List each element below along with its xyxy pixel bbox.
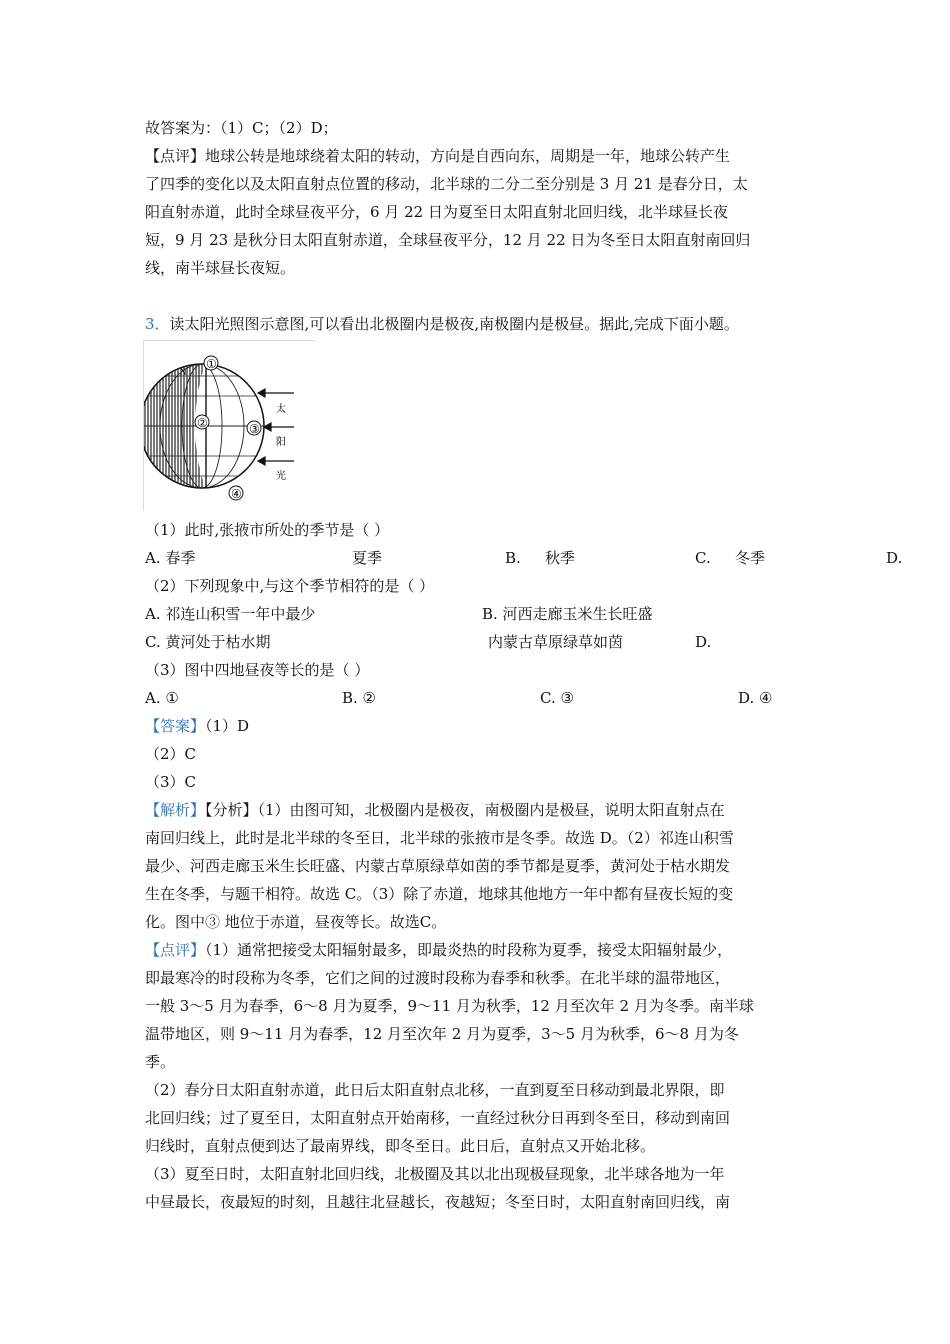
answer-2: （2）C	[145, 745, 197, 763]
marker-4: ④	[231, 487, 242, 501]
comment-line-7: 北回归线；过了夏至日，太阳直射点开始南移，一直经过秋分日再到冬至日，移动到南回	[145, 1109, 731, 1127]
option-2c[interactable]: C. 黄河处于枯水期	[145, 633, 271, 651]
answer-1: （1）D	[205, 717, 250, 735]
text-line: 了四季的变化以及太阳直射点位置的移动，北半球的二分二至分别是 3 月 21 是春分日，太	[145, 175, 748, 193]
text-line: 阳直射赤道，此时全球昼夜平分，6 月 22 日为夏至日太阳直射北回归线，北半球昼长夜	[145, 203, 728, 221]
sub-question-1: （1）此时,张掖市所处的季节是（ ）	[145, 521, 390, 539]
answer-line: 故答案为：（1）C；（2）D；	[145, 119, 338, 137]
option-2d-text: 内蒙古草原绿草如茵	[488, 633, 624, 651]
question-3	[145, 314, 739, 334]
sub-question-3: （3）图中四地昼夜等长的是（ ）	[145, 661, 370, 679]
comment-tag: 【点评】	[145, 941, 206, 959]
analysis-line-1: 【分析】（1）由图可知，北极圈内是极夜，南极圈内是极昼，说明太阳直射点在	[205, 801, 725, 819]
option-3b[interactable]: B. ②	[342, 689, 377, 707]
marker-2: ②	[197, 416, 208, 430]
option-2d[interactable]: D.	[695, 633, 712, 651]
review-paragraph-1	[145, 146, 730, 166]
answer-3: （3）C	[145, 773, 197, 791]
sub-question-2: （2）下列现象中,与这个季节相符的是（ ）	[145, 577, 435, 595]
analysis-block	[145, 800, 725, 820]
option-1c[interactable]: C.	[695, 549, 711, 567]
question-text: 读太阳光照图示意图,可以看出北极圈内是极夜,南极圈内是极昼。据此,完成下面小题。	[169, 315, 739, 333]
analysis-line-4: 生在冬季，与题干相符。故选 C。（3）除了赤道，地球其他地方一年中都有昼夜长短的变	[145, 885, 734, 903]
option-2a[interactable]: A. 祁连山积雪一年中最少	[145, 605, 316, 623]
comment-line-1: （1）通常把接受太阳辐射最多，即最炎热的时段称为夏季，接受太阳辐射最少，	[205, 941, 733, 959]
review-tag: 【点评】	[145, 147, 206, 165]
comment-line-6: （2）春分日太阳直射赤道，此日后太阳直射点北移，一直到夏至日移动到最北界限，即	[145, 1081, 725, 1099]
sunlight-label-1: 太	[276, 404, 286, 415]
review-text: 地球公转是地球绕着太阳的转动，方向是自西向东，周期是一年，地球公转产生	[205, 147, 731, 165]
comment-line-9: （3）夏至日时，太阳直射北回归线，北极圈及其以北出现极昼现象，北半球各地为一年	[145, 1165, 725, 1183]
option-1d-text: 冬季	[735, 549, 766, 567]
comment-line-4: 温带地区，则 9～11 月为春季，12 月至次年 2 月为夏季，3～5 月为秋季，6～8 月为冬	[145, 1025, 739, 1043]
option-1d[interactable]: D.	[886, 549, 903, 567]
option-3a[interactable]: A. ①	[145, 689, 179, 707]
text-line: 短，9 月 23 是秋分日太阳直射赤道，全球昼夜平分，12 月 22 日为冬至日太阳直射南回归	[145, 231, 751, 249]
analysis-line-2: 南回归线上，此时是北半球的冬至日，北半球的张掖市是冬季。故选 D。（2）祁连山积雪	[145, 829, 734, 847]
sunlight-label-3: 光	[276, 471, 286, 482]
comment-block	[145, 940, 732, 960]
option-1b-text: 夏季	[352, 549, 383, 567]
analysis-tag: 【解析】	[145, 801, 206, 819]
comment-line-3: 一般 3～5 月为春季，6～8 月为夏季，9～11 月为秋季，12 月至次年 2 月为冬季。南半球	[145, 997, 754, 1015]
option-1a[interactable]: A. 春季	[145, 549, 196, 567]
comment-line-10: 中昼最长，夜最短的时刻，且越往北昼越长，夜越短；冬至日时，太阳直射南回归线，南	[145, 1193, 731, 1211]
analysis-line-5: 化。图中③ 地位于赤道，昼夜等长。故选C。	[145, 913, 447, 931]
option-3d[interactable]: D. ④	[738, 689, 773, 707]
marker-1: ①	[206, 357, 217, 371]
globe-illustration	[144, 341, 316, 511]
analysis-line-3: 最少、河西走廊玉米生长旺盛、内蒙古草原绿草如茵的季节都是夏季，黄河处于枯水期发	[145, 857, 731, 875]
option-3c[interactable]: C. ③	[540, 689, 574, 707]
comment-line-5: 季。	[145, 1053, 176, 1071]
option-1b[interactable]: B.	[505, 549, 521, 567]
sunlight-label-2: 阳	[276, 437, 286, 448]
comment-line-2: 即最寒冷的时段称为冬季，它们之间的过渡时段称为春季和秋季。在北半球的温带地区，	[145, 969, 731, 987]
question-number: 3．	[145, 315, 170, 333]
text-line: 线，南半球昼长夜短。	[145, 259, 296, 277]
option-2b[interactable]: B. 河西走廊玉米生长旺盛	[482, 605, 653, 623]
sunlight-arrows	[258, 389, 294, 465]
north-label: N	[180, 367, 187, 377]
answer-tag: 【答案】	[145, 717, 206, 735]
comment-line-8: 归线时，直射点便到达了最南界线，即冬至日。此日后，直射点又开始北移。	[145, 1137, 656, 1155]
marker-3: ③	[249, 422, 260, 436]
option-1c-text: 秋季	[545, 549, 576, 567]
sunlight-diagram	[143, 340, 316, 511]
answer-block	[145, 716, 249, 736]
